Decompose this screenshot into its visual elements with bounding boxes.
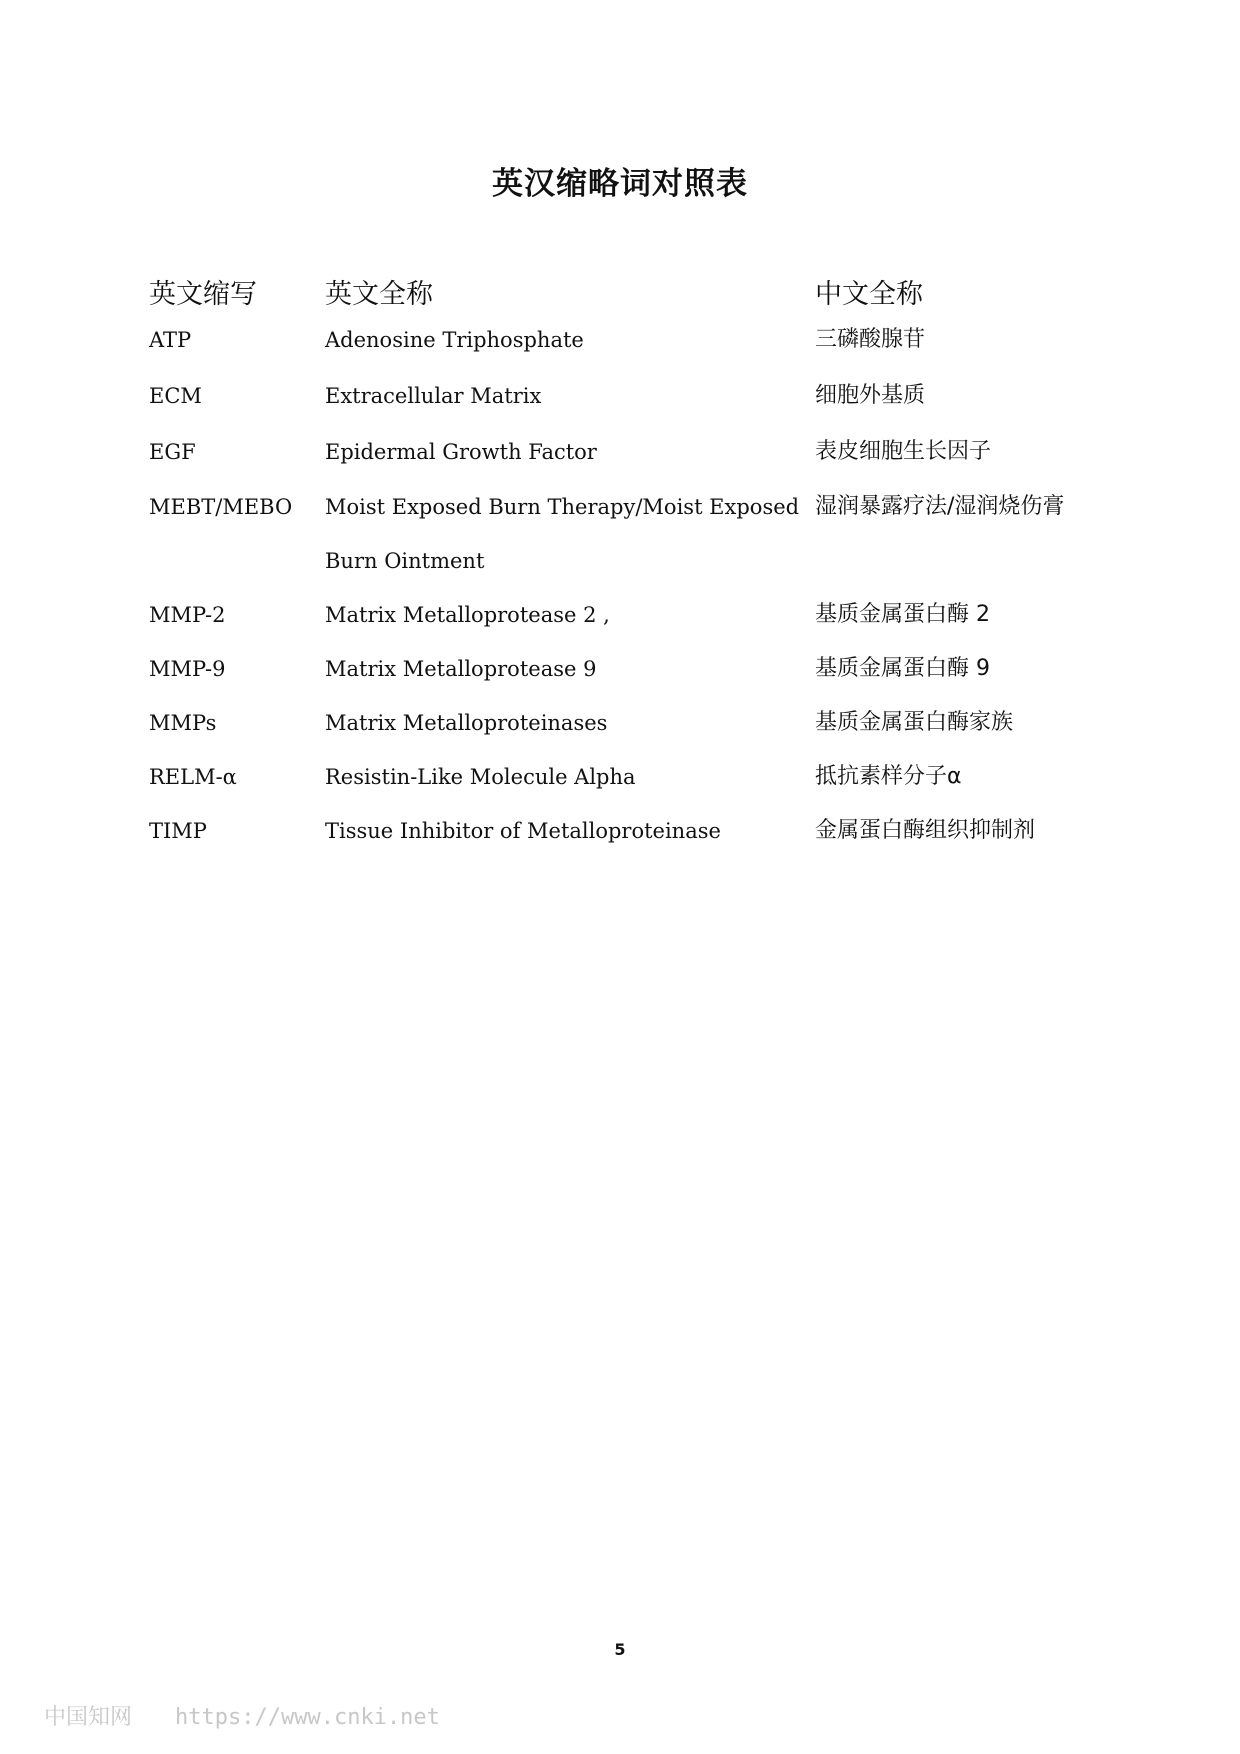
abbr-cell: TIMP: [149, 819, 207, 843]
table-row: [0, 811, 1240, 851]
chinese-cell: 表皮细胞生长因子: [815, 439, 992, 464]
chinese-cell: 细胞外基质: [815, 383, 926, 408]
chinese-cell: 抵抗素样分子α: [815, 764, 962, 789]
abbr-cell: MMPs: [149, 711, 217, 735]
english-cell: Epidermal Growth Factor: [325, 440, 597, 464]
table-row: [0, 649, 1240, 689]
table-row: [0, 541, 1240, 581]
english-cell: Resistin-Like Molecule Alpha: [325, 765, 636, 789]
table-row: [0, 320, 1240, 360]
chinese-cell: 基质金属蛋白酶 9: [815, 656, 990, 681]
page-number: 5: [614, 1640, 626, 1659]
abbr-cell: MMP-2: [149, 603, 226, 627]
table-row: [0, 595, 1240, 635]
english-cell: Burn Ointment: [325, 549, 485, 573]
chinese-cell: 湿润暴露疗法/湿润烧伤膏: [815, 494, 1065, 519]
table-row: [0, 487, 1240, 527]
header-abbreviation: 英文缩写: [149, 279, 257, 310]
abbr-cell: ECM: [149, 384, 202, 408]
abbr-cell: EGF: [149, 440, 196, 464]
abbr-cell: MMP-9: [149, 657, 226, 681]
english-cell: Matrix Metalloprotease 9: [325, 657, 597, 681]
english-cell: Adenosine Triphosphate: [325, 328, 584, 352]
chinese-cell: 三磷酸腺苷: [815, 327, 926, 352]
watermark: [44, 1700, 440, 1731]
header-chinese-full-name: 中文全称: [815, 279, 923, 310]
chinese-cell: 金属蛋白酶组织抑制剂: [815, 818, 1036, 843]
table-row: [0, 757, 1240, 797]
page-title: 英汉缩略词对照表: [492, 166, 748, 202]
abbr-cell: ATP: [149, 328, 192, 352]
english-cell: Extracellular Matrix: [325, 384, 542, 408]
abbr-cell: RELM-α: [149, 765, 237, 789]
abbr-cell: MEBT/MEBO: [149, 495, 293, 519]
english-cell: Matrix Metalloproteinases: [325, 711, 608, 735]
table-row: [0, 432, 1240, 472]
english-cell: Moist Exposed Burn Therapy/Moist Exposed: [325, 495, 800, 519]
header-english-full-name: 英文全称: [325, 279, 433, 310]
english-cell: Tissue Inhibitor of Metalloproteinase: [325, 819, 721, 843]
chinese-cell: 基质金属蛋白酶家族: [815, 710, 1014, 735]
table-row: [0, 703, 1240, 743]
watermark-name: 中国知网: [44, 1705, 133, 1730]
table-row: [0, 376, 1240, 416]
chinese-cell: 基质金属蛋白酶 2: [815, 602, 990, 627]
english-cell: Matrix Metalloprotease 2 ,: [325, 603, 610, 627]
watermark-url: https://www.cnki.net: [175, 1705, 440, 1730]
